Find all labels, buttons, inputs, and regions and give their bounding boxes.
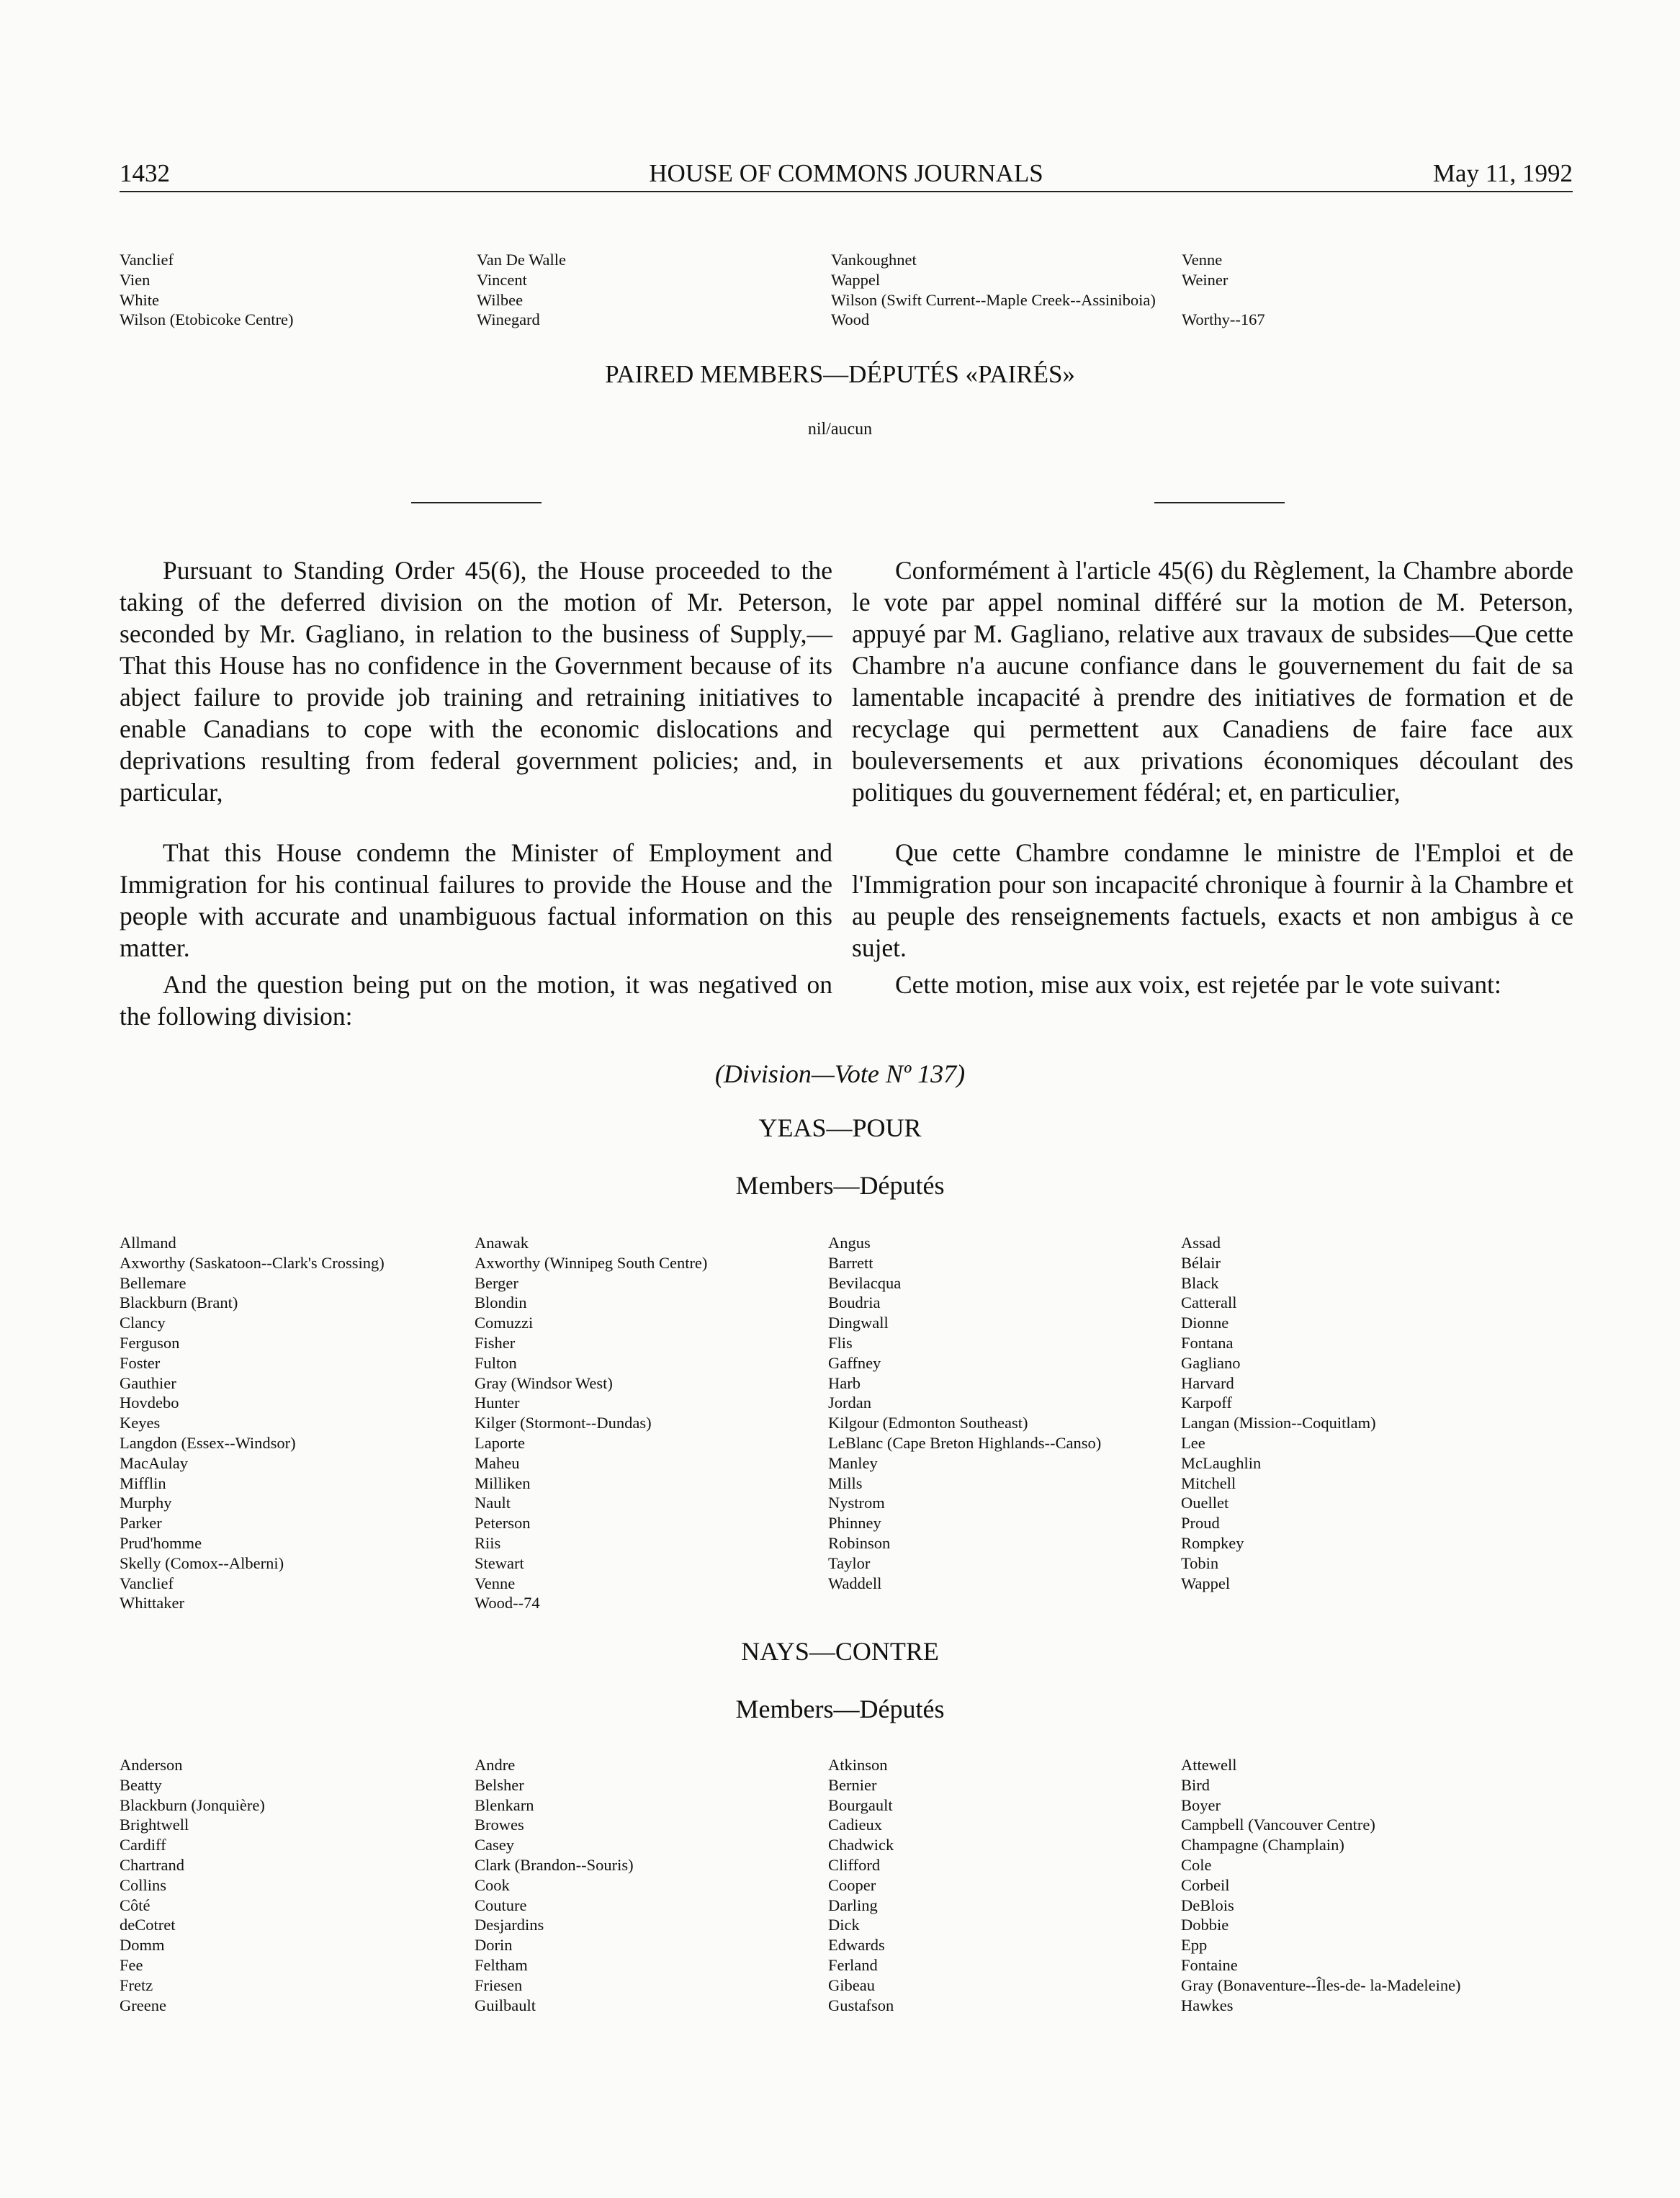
member-name: Fulton [475, 1353, 517, 1372]
member-name: Gray (Windsor West) [475, 1373, 613, 1392]
section-rule-right [1154, 502, 1285, 503]
paired-value: nil/aucun [807, 420, 873, 439]
member-name [1182, 290, 1265, 310]
name-column [1182, 250, 1265, 330]
member-name: Couture [475, 1896, 527, 1914]
name-column [831, 250, 1156, 330]
member-name: Wilbee [477, 290, 524, 309]
member-name: Whittaker [120, 1594, 184, 1612]
member-name: Dingwall [828, 1314, 889, 1332]
member-name: Edwards [828, 1936, 885, 1955]
member-name: Wood [831, 310, 870, 329]
member-name: Dobbie [1181, 1916, 1229, 1934]
member-name: Maheu [475, 1453, 520, 1472]
member-name: Feltham [475, 1955, 528, 1974]
member-name: Black [1181, 1273, 1219, 1292]
member-name: Gray (Bonaventure--Îles-de- la-Madeleine) [1181, 1975, 1461, 1994]
member-name: Venne [1182, 251, 1223, 269]
french-motion-paragraph: Conformément à l'article 45(6) du Règlement, la Chambre aborde le vote par appel nominal différé sur la motion de M. Peterson, appuyé par M. Gagliano, relative aux travaux de subsides—Que cette Chambre n'a aucune confiance dans le gouvernement du fait de sa lamentable incapacité à prendre des initiatives de formation et de recyclage qui permettent aux Canadiens de faire face aux bouleversements et aux privations économiques découlant des politiques du gouvernement fédéral; et, en particulier, [852, 556, 1573, 807]
member-name: Boyer [1181, 1795, 1221, 1814]
member-name: Langan (Mission--Coquitlam) [1181, 1414, 1376, 1432]
member-name: Ferguson [120, 1333, 180, 1352]
member-name: Kilgour (Edmonton Southeast) [828, 1414, 1028, 1432]
member-name: Dorin [475, 1936, 513, 1955]
member-name: Kilger (Stormont--Dundas) [475, 1414, 652, 1432]
member-name: Rompkey [1181, 1533, 1244, 1552]
member-name: Langdon (Essex--Windsor) [120, 1433, 296, 1452]
member-name: Laporte [475, 1433, 525, 1452]
member-name: Allmand [120, 1234, 176, 1252]
member-name: Riis [475, 1533, 501, 1552]
member-name: Corbeil [1181, 1875, 1230, 1894]
member-name: Worthy--167 [1182, 310, 1265, 329]
member-name: Skelly (Comox--Alberni) [120, 1553, 284, 1572]
member-name: Wilson (Etobicoke Centre) [120, 310, 294, 329]
member-name: Harb [828, 1373, 861, 1392]
member-name: Murphy [120, 1494, 172, 1512]
member-name: Milliken [475, 1473, 531, 1492]
english-motion-paragraph: Pursuant to Standing Order 45(6), the House proceeded to the taking of the deferred division on the motion of Mr. Peterson, seconded by Mr. Gagliano, in relation to the business of Supply,—That this House has no confidence in the Government because of its abject failure to provide job training and retraining initiatives to enable Canadians to cope with the economic dislocations and deprivations resulting from federal government policies; and, in particular, [120, 556, 832, 807]
member-name: Blackburn (Jonquière) [120, 1795, 265, 1814]
member-name: Bernier [828, 1775, 877, 1794]
yeas-heading: YEAS—POUR [758, 1113, 922, 1142]
member-name: Manley [828, 1453, 878, 1472]
member-name: Taylor [828, 1553, 871, 1572]
name-column [475, 1755, 634, 2015]
member-name: Cooper [828, 1875, 876, 1894]
member-name: Angus [828, 1234, 871, 1252]
member-name: Beatty [120, 1775, 162, 1794]
member-name: Proud [1181, 1514, 1220, 1533]
member-name: McLaughlin [1181, 1453, 1262, 1472]
member-name: Lee [1181, 1433, 1205, 1452]
running-header [120, 155, 1573, 192]
member-name: Nystrom [828, 1494, 885, 1512]
member-name: Wood--74 [475, 1594, 540, 1612]
member-name: Fee [120, 1955, 143, 1974]
member-name: Clark (Brandon--Souris) [475, 1855, 634, 1874]
member-name: Mifflin [120, 1473, 166, 1492]
member-name: Cadieux [828, 1816, 882, 1834]
english-question-paragraph: And the question being put on the motion, it was negatived on the following division: [120, 970, 832, 1031]
name-column [120, 1755, 265, 2015]
member-name: Parker [120, 1514, 162, 1533]
member-name: Bevilacqua [828, 1273, 902, 1292]
member-name: Axworthy (Saskatoon--Clark's Crossing) [120, 1253, 385, 1272]
english-condemn-paragraph: That this House condemn the Minister of Employment and Immigration for his continual failures to provide the House and the people with accurate and unambiguous factual information on this matter. [120, 838, 832, 962]
member-name: Fontana [1181, 1333, 1234, 1352]
member-name: Cardiff [120, 1836, 166, 1854]
member-name: Hovdebo [120, 1394, 179, 1412]
member-name: Gustafson [828, 1996, 894, 2014]
paired-heading: PAIRED MEMBERS—DÉPUTÉS «PAIRÉS» [605, 360, 1075, 388]
member-name: Belsher [475, 1775, 524, 1794]
member-name: Catterall [1181, 1293, 1237, 1312]
member-name: Phinney [828, 1514, 881, 1533]
member-name: Darling [828, 1896, 878, 1914]
member-name: Campbell (Vancouver Centre) [1181, 1816, 1375, 1834]
member-name: Wilson (Swift Current--Maple Creek--Assiniboia) [831, 290, 1156, 309]
member-name: Keyes [120, 1414, 161, 1432]
member-name: Friesen [475, 1975, 523, 1994]
member-name: Hunter [475, 1394, 520, 1412]
member-name: Gagliano [1181, 1353, 1241, 1372]
member-name: Fretz [120, 1975, 153, 1994]
section-rule-left [411, 502, 542, 503]
member-name: Weiner [1182, 270, 1228, 289]
member-name: DeBlois [1181, 1896, 1234, 1914]
member-name: Harvard [1181, 1373, 1234, 1392]
member-name: Comuzzi [475, 1314, 534, 1332]
member-name: Cole [1181, 1855, 1212, 1874]
name-column [1181, 1755, 1461, 2015]
member-name: Bird [1181, 1775, 1210, 1794]
member-name: Dionne [1181, 1314, 1229, 1332]
member-name: Côté [120, 1896, 151, 1914]
member-name: Mitchell [1181, 1473, 1236, 1492]
member-name: Peterson [475, 1514, 531, 1533]
member-name: Champagne (Champlain) [1181, 1836, 1344, 1854]
member-name: Robinson [828, 1533, 891, 1552]
french-condemn-paragraph: Que cette Chambre condamne le ministre de l'Emploi et de l'Immigration pour son incapacité chronique à fournir à la Chambre et au peuple des renseignements factuels, exacts et non ambigus à ce sujet. [852, 838, 1573, 962]
member-name: Browes [475, 1816, 524, 1834]
member-name: Bourgault [828, 1795, 893, 1814]
member-name: Fisher [475, 1333, 516, 1352]
member-name: Vincent [477, 270, 527, 289]
member-name: Bellemare [120, 1273, 187, 1292]
member-name: Gibeau [828, 1975, 875, 1994]
member-name: White [120, 290, 159, 309]
member-name: Guilbault [475, 1996, 536, 2014]
member-name: Blondin [475, 1293, 527, 1312]
page-number: 1432 [120, 159, 170, 187]
member-name: Chadwick [828, 1836, 894, 1854]
name-column [120, 250, 294, 330]
member-name: Foster [120, 1353, 161, 1372]
member-name: Waddell [828, 1574, 882, 1592]
member-name: Cook [475, 1875, 510, 1894]
member-name: Flis [828, 1333, 853, 1352]
member-name: Fontaine [1181, 1955, 1238, 1974]
member-name: Tobin [1181, 1553, 1219, 1572]
member-name: Boudria [828, 1293, 881, 1312]
member-name: Nault [475, 1494, 511, 1512]
member-name: Gaffney [828, 1353, 881, 1372]
member-name: Greene [120, 1996, 166, 2014]
member-name: Vanclief [120, 251, 174, 269]
member-name: Vien [120, 270, 151, 289]
member-name: Bélair [1181, 1253, 1221, 1272]
member-name: Wappel [1181, 1574, 1231, 1592]
member-name: Dick [828, 1916, 860, 1934]
member-name: Vankoughnet [831, 251, 917, 269]
member-name: Venne [475, 1574, 516, 1592]
member-name: Blackburn (Brant) [120, 1293, 238, 1312]
journal-date: May 11, 1992 [1432, 159, 1573, 187]
member-name: Gauthier [120, 1373, 176, 1392]
member-name: Atkinson [828, 1756, 888, 1774]
member-name: Hawkes [1181, 1996, 1234, 2014]
member-name: Andre [475, 1756, 516, 1774]
member-name: Berger [475, 1273, 518, 1292]
member-name: Van De Walle [477, 251, 566, 269]
member-name: Barrett [828, 1253, 873, 1272]
member-name: Domm [120, 1936, 165, 1955]
member-name: Stewart [475, 1553, 524, 1572]
name-column [828, 1755, 894, 2015]
member-name: Winegard [477, 310, 540, 329]
member-name: Chartrand [120, 1855, 184, 1874]
name-column [477, 250, 566, 330]
member-name: Wappel [831, 270, 881, 289]
member-name: Assad [1181, 1234, 1221, 1252]
division-label: (Division—Vote Nº 137) [714, 1059, 966, 1088]
member-name: Clancy [120, 1314, 166, 1332]
member-name: Casey [475, 1836, 514, 1854]
member-name: Desjardins [475, 1916, 544, 1934]
member-name: MacAulay [120, 1453, 188, 1472]
member-name: Ouellet [1181, 1494, 1229, 1512]
yeas-subheading: Members—Députés [735, 1171, 945, 1200]
member-name: Jordan [828, 1394, 871, 1412]
name-column [1181, 1233, 1376, 1593]
member-name: Mills [828, 1473, 863, 1492]
member-name: Ferland [828, 1955, 878, 1974]
member-name: Karpoff [1181, 1394, 1232, 1412]
member-name: Clifford [828, 1855, 881, 1874]
member-name: LeBlanc (Cape Breton Highlands--Canso) [828, 1433, 1102, 1452]
member-name: Attewell [1181, 1756, 1237, 1774]
french-question-paragraph: Cette motion, mise aux voix, est rejetée par le vote suivant: [895, 970, 1501, 999]
journal-title: HOUSE OF COMMONS JOURNALS [649, 159, 1043, 187]
member-name: Blenkarn [475, 1795, 534, 1814]
member-name: Anawak [475, 1234, 529, 1252]
member-name: Prud'homme [120, 1533, 202, 1552]
member-name: deCotret [120, 1916, 176, 1934]
member-name: Axworthy (Winnipeg South Centre) [475, 1253, 708, 1272]
nays-subheading: Members—Députés [735, 1695, 945, 1723]
nays-heading: NAYS—CONTRE [741, 1637, 939, 1666]
member-name: Collins [120, 1875, 167, 1894]
member-name: Epp [1181, 1936, 1208, 1955]
name-column [475, 1233, 707, 1613]
member-name: Vanclief [120, 1574, 174, 1592]
member-name: Anderson [120, 1756, 183, 1774]
name-column [120, 1233, 385, 1613]
member-name: Brightwell [120, 1816, 189, 1834]
name-column [828, 1233, 1101, 1593]
